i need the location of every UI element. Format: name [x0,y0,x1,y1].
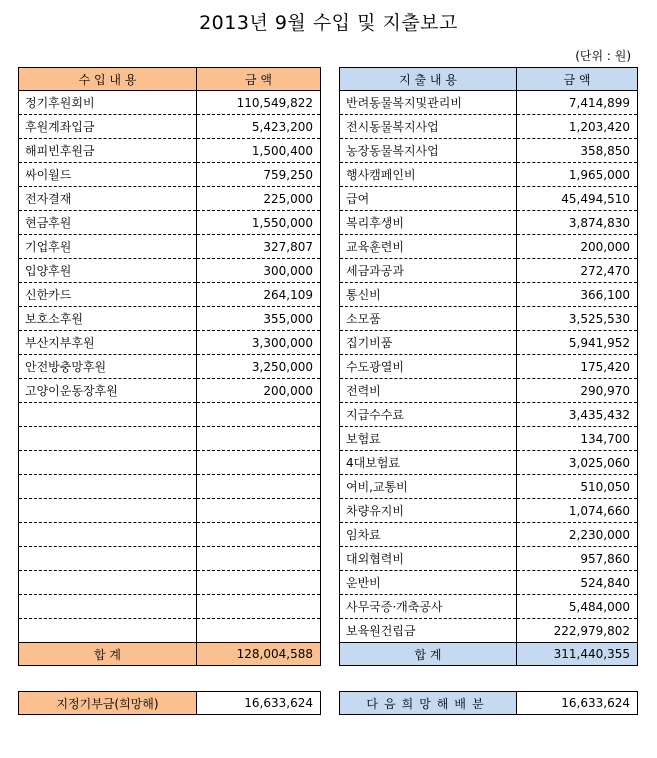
income-item-label: 전자결재 [19,187,197,211]
expense-item-amount: 3,874,830 [517,211,638,235]
income-item-label: 안전방충망후원 [19,355,197,379]
income-item-amount: 110,549,822 [197,91,321,115]
income-item-amount: 3,300,000 [197,331,321,355]
income-item-label [19,619,197,643]
expense-item-amount: 510,050 [517,475,638,499]
expense-item-amount: 5,941,952 [517,331,638,355]
expense-item-label: 여비,교통비 [340,475,517,499]
income-item-amount: 759,250 [197,163,321,187]
next-allocation-box [339,691,638,715]
expense-item-amount: 3,025,060 [517,451,638,475]
table-row [19,139,321,163]
table-row [340,379,638,403]
expense-item-amount: 957,860 [517,547,638,571]
table-row [340,499,638,523]
expense-item-label: 운반비 [340,571,517,595]
table-row [19,211,321,235]
expense-item-amount: 3,435,432 [517,403,638,427]
income-item-amount: 1,550,000 [197,211,321,235]
table-row [340,331,638,355]
unit-note: (단위 : 원) [575,49,631,63]
expense-item-label: 수도광열비 [340,355,517,379]
income-item-amount: 264,109 [197,283,321,307]
table-row [19,235,321,259]
expense-item-label: 4대보험료 [340,451,517,475]
expense-item-amount: 524,840 [517,571,638,595]
income-header-amount: 금 액 [197,68,321,91]
table-row [19,379,321,403]
expense-item-label: 복리후생비 [340,211,517,235]
income-item-label [19,547,197,571]
expense-item-amount: 7,414,899 [517,91,638,115]
income-item-label: 보호소후원 [19,307,197,331]
expense-header-amount: 금 액 [517,68,638,91]
table-row [19,355,321,379]
income-header-label: 수 입 내 용 [19,68,197,91]
income-item-amount [197,403,321,427]
income-item-amount: 200,000 [197,379,321,403]
table-row [340,91,638,115]
income-item-amount [197,499,321,523]
income-item-label: 고양이운동장후원 [19,379,197,403]
income-item-label: 정기후원회비 [19,91,197,115]
table-row [19,187,321,211]
table-row [340,523,638,547]
income-table [18,67,321,666]
table-row [19,451,321,475]
expense-item-amount: 175,420 [517,355,638,379]
income-item-amount: 1,500,400 [197,139,321,163]
income-item-amount: 327,807 [197,235,321,259]
expense-item-label: 보험료 [340,427,517,451]
expense-item-label: 소모품 [340,307,517,331]
expense-item-amount: 2,230,000 [517,523,638,547]
income-item-label: 기업후원 [19,235,197,259]
expense-item-amount: 3,525,530 [517,307,638,331]
income-item-amount: 300,000 [197,259,321,283]
income-item-label [19,523,197,547]
table-row [340,475,638,499]
expense-item-amount: 5,484,000 [517,595,638,619]
table-row [340,355,638,379]
table-row [340,163,638,187]
table-row [340,235,638,259]
table-row [19,595,321,619]
expense-item-amount: 272,470 [517,259,638,283]
expense-item-label: 집기비품 [340,331,517,355]
income-item-label: 싸이월드 [19,163,197,187]
income-item-label: 해피빈후원금 [19,139,197,163]
table-row [340,283,638,307]
expense-item-label: 전력비 [340,379,517,403]
expense-item-label: 농장동물복지사업 [340,139,517,163]
income-item-label: 후원계좌입금 [19,115,197,139]
table-row [19,427,321,451]
table-row [19,571,321,595]
table-row [19,547,321,571]
table-row [19,283,321,307]
income-item-label [19,403,197,427]
table-row [19,259,321,283]
income-item-amount [197,619,321,643]
income-item-amount [197,451,321,475]
income-item-label [19,595,197,619]
income-total-row [19,643,321,666]
expense-item-label: 대외협력비 [340,547,517,571]
table-row [340,547,638,571]
income-item-label [19,475,197,499]
expense-header-row [340,68,638,91]
expense-item-label: 행사캠페인비 [340,163,517,187]
expense-item-label: 지급수수료 [340,403,517,427]
table-row [340,115,638,139]
expense-item-label: 반려동물복지및관리비 [340,91,517,115]
expense-item-label: 사무국증·개축공사 [340,595,517,619]
income-total-label: 합 계 [19,643,197,666]
expense-item-amount: 45,494,510 [517,187,638,211]
expense-item-label: 급여 [340,187,517,211]
expense-total-amount: 311,440,355 [517,643,638,666]
table-row [340,451,638,475]
expense-item-amount: 134,700 [517,427,638,451]
income-item-amount: 355,000 [197,307,321,331]
income-item-amount [197,475,321,499]
expense-item-label: 통신비 [340,283,517,307]
expense-header-label: 지 출 내 용 [340,68,517,91]
table-row [340,571,638,595]
income-item-amount [197,523,321,547]
income-item-label [19,427,197,451]
table-row [340,619,638,643]
income-item-label: 신한카드 [19,283,197,307]
table-row [19,475,321,499]
designated-donation-amount: 16,633,624 [197,692,321,715]
table-row [340,187,638,211]
expense-total-label: 합 계 [340,643,517,666]
expense-item-label: 보육원건립금 [340,619,517,643]
table-row [19,307,321,331]
income-total-amount: 128,004,588 [197,643,321,666]
expense-item-label: 임차료 [340,523,517,547]
income-item-label [19,451,197,475]
table-row [19,619,321,643]
income-item-amount: 3,250,000 [197,355,321,379]
income-item-amount [197,427,321,451]
income-item-label: 현금후원 [19,211,197,235]
expense-item-label: 교육훈련비 [340,235,517,259]
expense-item-amount: 366,100 [517,283,638,307]
table-row [19,91,321,115]
expense-item-amount: 200,000 [517,235,638,259]
income-item-label: 입양후원 [19,259,197,283]
table-row [19,115,321,139]
table-row [19,163,321,187]
expense-item-amount: 222,979,802 [517,619,638,643]
table-row [19,331,321,355]
table-row [340,427,638,451]
table-row [340,211,638,235]
designated-donation-label: 지정기부금(희망해) [19,692,197,715]
table-row [340,307,638,331]
next-allocation-label: 다음희망해배분 [340,692,517,715]
income-item-amount [197,595,321,619]
income-item-amount [197,571,321,595]
expense-item-label: 전시동물복지사업 [340,115,517,139]
expense-item-amount: 358,850 [517,139,638,163]
table-row [340,259,638,283]
expense-table [339,67,638,666]
income-item-label [19,499,197,523]
expense-item-label: 세금과공과 [340,259,517,283]
table-row [19,499,321,523]
expense-item-amount: 1,203,420 [517,115,638,139]
income-item-amount: 5,423,200 [197,115,321,139]
income-item-label: 부산지부후원 [19,331,197,355]
table-row [340,595,638,619]
income-item-label [19,571,197,595]
next-allocation-amount: 16,633,624 [517,692,638,715]
expense-item-label: 차량유지비 [340,499,517,523]
income-item-amount [197,547,321,571]
expense-item-amount: 290,970 [517,379,638,403]
expense-item-amount: 1,074,660 [517,499,638,523]
table-row [340,139,638,163]
report-title: 2013년 9월 수입 및 지출보고 [199,12,458,34]
table-row [19,523,321,547]
designated-donation-box [18,691,321,715]
income-item-amount: 225,000 [197,187,321,211]
expense-item-amount: 1,965,000 [517,163,638,187]
table-row [340,403,638,427]
table-row [19,403,321,427]
expense-total-row [340,643,638,666]
income-header-row [19,68,321,91]
